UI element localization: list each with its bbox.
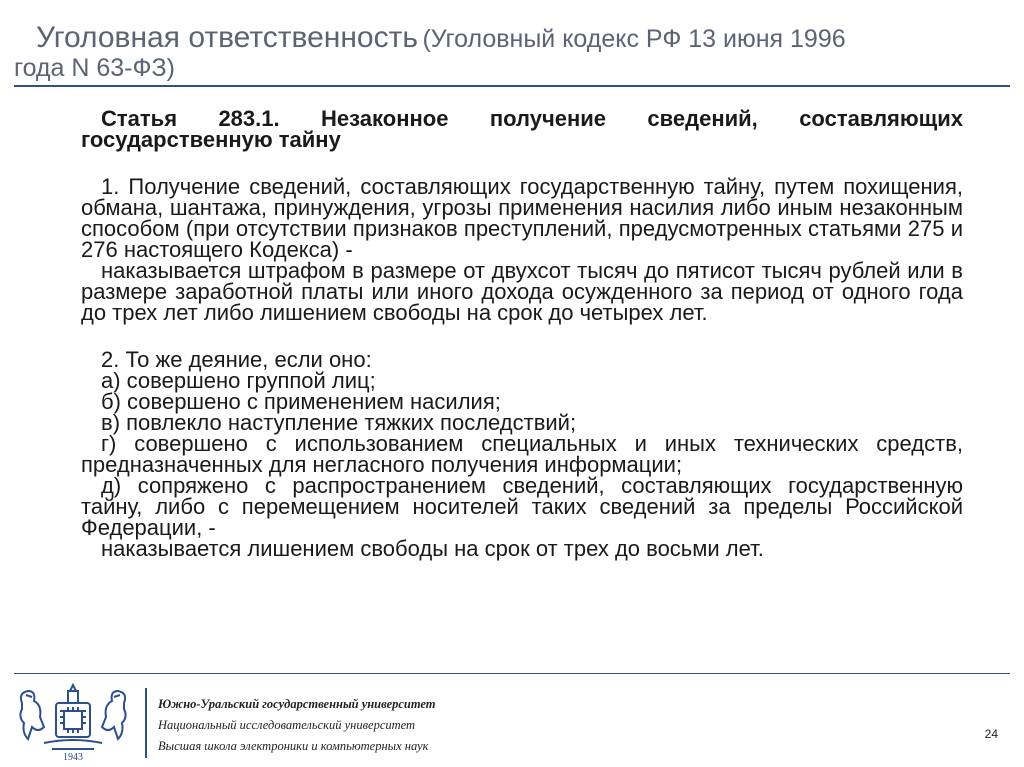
article-part1: 1. Получение сведений, составляющих государственную тайну, путем похищения, обмана, шантажа, принуждения, угрозы применения насилия либо иным незаконным способом (при отсутствии признаков преступлений, предусмотренных статьями 275 и 276 настоящего Кодекса) -: [81, 174, 963, 262]
list-item: б) совершено с применением насилия;: [101, 389, 501, 414]
article-part2-penalty: наказывается лишением свободы на срок от трех до восьми лет.: [101, 536, 764, 561]
title-paren-line2: года N 63-ФЗ): [14, 53, 175, 82]
header-divider: [14, 85, 1010, 87]
footer-school: Высшая школа электроники и компьютерных наук: [158, 739, 429, 753]
list-item: а) совершено группой лиц;: [101, 368, 376, 393]
logo-year: 1943: [63, 752, 83, 763]
list-item: г) совершено с использованием специальных и иных технических средств, предназначенных для негласного получения информации;: [81, 431, 963, 477]
footer-university: Южно-Уральский государственный университет: [158, 697, 436, 711]
footer-status: Национальный исследовательский университет: [158, 718, 416, 732]
university-logo-icon: [14, 683, 132, 763]
title-main: Уголовная ответственность: [36, 21, 418, 54]
footer-divider: [14, 673, 1010, 674]
page-number: 24: [984, 727, 998, 741]
title-paren-line1: (Уголовный кодекс РФ 13 июня 1996: [422, 25, 846, 53]
spacer: [81, 323, 963, 349]
article-part1-penalty: наказывается штрафом в размере от двухсот тысяч до пятисот тысяч рублей или в размере заработной платы или иного дохода осужденного за период от одного года до трех лет либо лишением свободы на срок до четырех лет.: [81, 258, 963, 325]
list-item: д) сопряжено с распространением сведений, составляющих государственную тайну, либо с перемещением носителей таких сведений за пределы Российской Федерации, -: [81, 473, 963, 540]
slide-title: [14, 22, 1004, 81]
article-part2-intro: 2. То же деяние, если оно:: [101, 347, 372, 372]
article-title: Статья 283.1. Незаконное получение сведений, составляющих государственную тайну: [81, 106, 963, 152]
footer-info: [158, 694, 436, 757]
logo-separator: [145, 688, 147, 758]
spacer: [81, 150, 963, 176]
list-item: в) повлекло наступление тяжких последствий;: [101, 410, 577, 435]
article-body: [81, 108, 963, 559]
